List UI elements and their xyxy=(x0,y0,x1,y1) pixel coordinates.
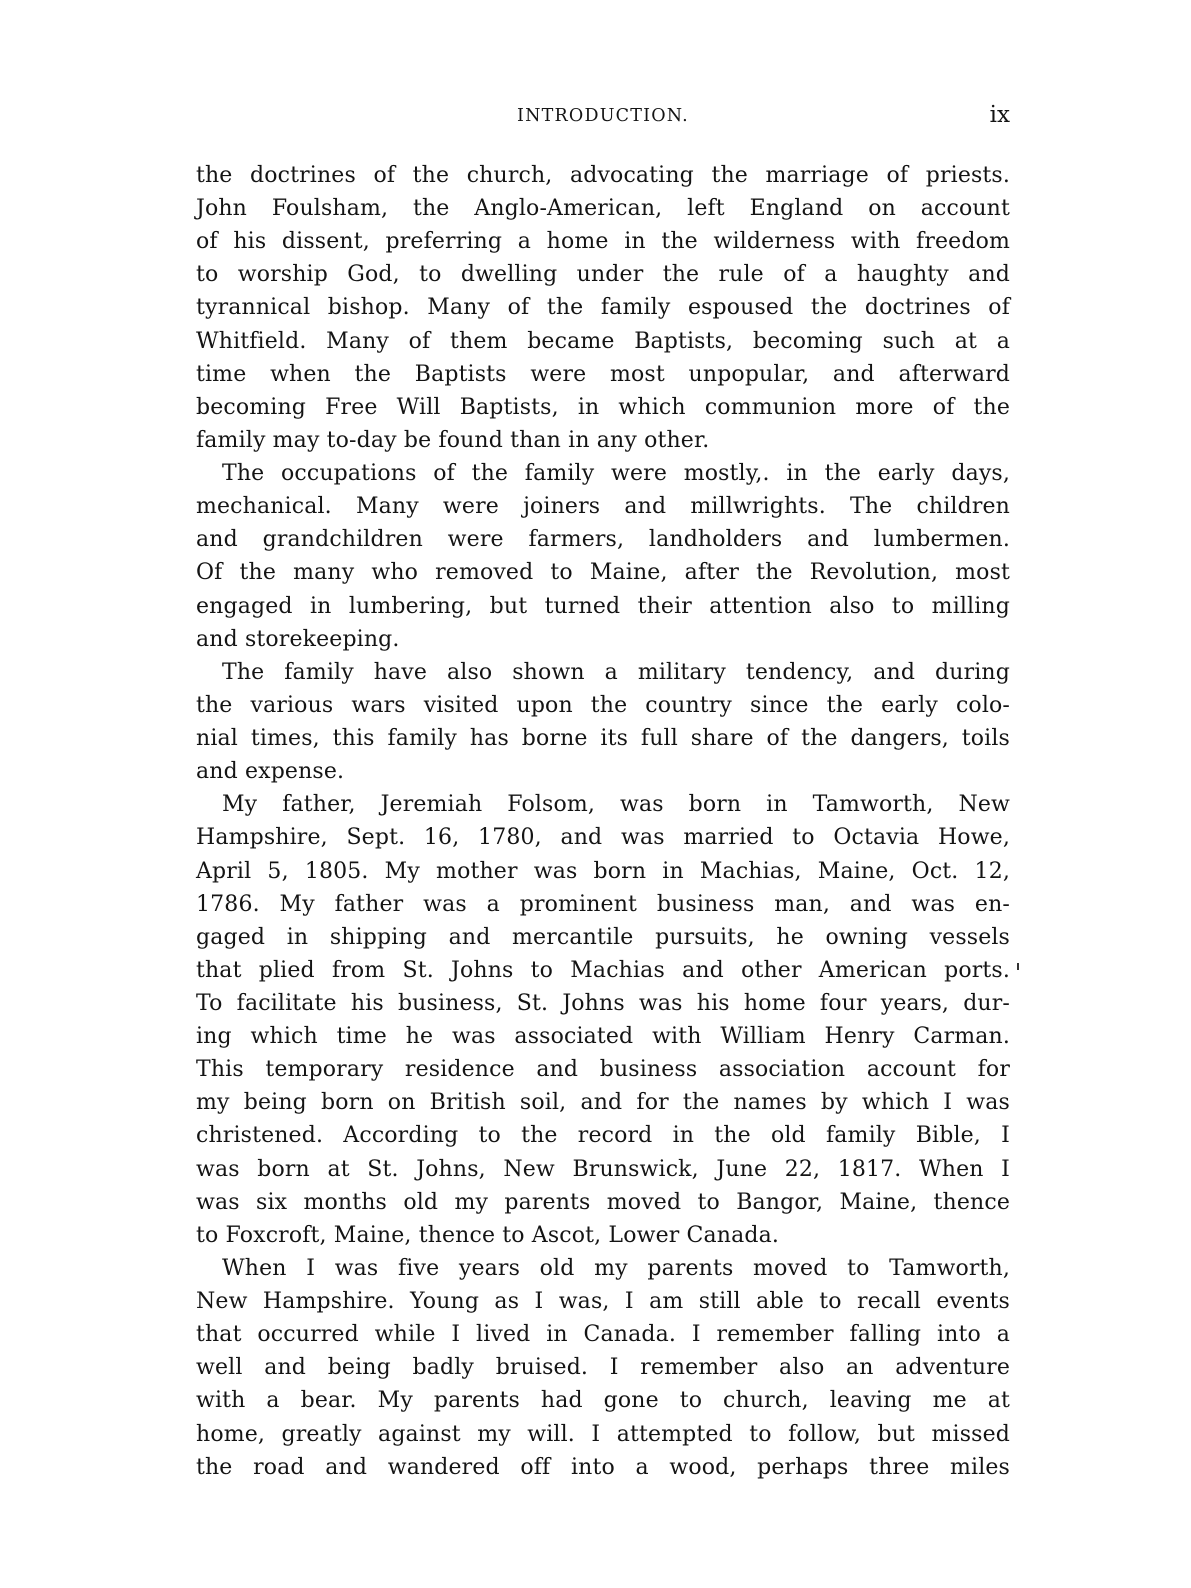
text-line: to Foxcroft, Maine, thence to Ascot, Lower Canada. xyxy=(196,1222,780,1248)
text-line: becoming Free Will Baptists, in which communion more of the xyxy=(196,394,1010,420)
text-line: tyrannical bishop. Many of the family espoused the doctrines of xyxy=(196,295,1010,321)
text-line: To facilitate his business, St. Johns was his home four years, dur- xyxy=(196,991,1010,1016)
text-line: of his dissent, preferring a home in the wilderness with freedom xyxy=(196,229,1010,255)
text-line: the various wars visited upon the country since the early colo- xyxy=(196,692,1010,718)
text-line: and storekeeping. xyxy=(196,626,400,652)
text-line: family may to-day be found than in any other. xyxy=(196,427,710,453)
text-line: April 5, 1805. My mother was born in Machias, Maine, Oct. 12, xyxy=(196,858,1010,884)
text-line: home, greatly against my will. I attempted to follow, but missed xyxy=(196,1421,1010,1447)
text-line: that occurred while I lived in Canada. I remember falling into a xyxy=(196,1322,1010,1348)
text-line: mechanical. Many were joiners and millwrights. The children xyxy=(196,494,1010,520)
body-text xyxy=(196,159,1010,1499)
text-line: was six months old my parents moved to Bangor, Maine, thence xyxy=(196,1189,1010,1215)
text-line: and grandchildren were farmers, landholders and lumbermen. xyxy=(196,527,1010,553)
text-line: the road and wandered off into a wood, perhaps three miles xyxy=(196,1454,1010,1480)
text-line: 1786. My father was a prominent business man, and was en- xyxy=(196,891,1010,917)
text-line: Whitfield. Many of them became Baptists, becoming such at a xyxy=(196,328,1010,354)
text-line: John Foulsham, the Anglo-American, left England on account xyxy=(196,196,1010,222)
text-line: ing which time he was associated with William Henry Carman. xyxy=(196,1024,1010,1050)
paragraph-first-line: The family have also shown a military tendency, and during xyxy=(222,659,1010,685)
text-line: nial times, this family has borne its full share of the dangers, toils xyxy=(196,726,1010,752)
text-line: to worship God, to dwelling under the rule of a haughty and xyxy=(196,262,1010,288)
running-head xyxy=(196,102,1010,138)
text-line: the doctrines of the church, advocating the marriage of priests. xyxy=(196,163,1010,188)
paragraph-first-line: The occupations of the family were mostly,. in the early days, xyxy=(222,461,1010,487)
text-line: gaged in shipping and mercantile pursuits, he owning vessels xyxy=(196,924,1010,950)
text-line: Of the many who removed to Maine, after the Revolution, most xyxy=(196,560,1010,586)
text-line: and expense. xyxy=(196,759,345,785)
paragraph-first-line: When I was five years old my parents moved to Tamworth, xyxy=(222,1255,1010,1281)
running-title: INTRODUCTION. xyxy=(517,106,689,126)
text-line: christened. According to the record in the old family Bible, I xyxy=(196,1123,1010,1149)
print-speck xyxy=(1017,963,1019,970)
text-line: that plied from St. Johns to Machias and other American ports. xyxy=(196,957,1010,983)
text-line: well and being badly bruised. I remember also an adventure xyxy=(196,1355,1010,1381)
paragraph-first-line: My father, Jeremiah Folsom, was born in Tamworth, New xyxy=(222,792,1010,818)
text-line: This temporary residence and business association account for xyxy=(196,1057,1010,1083)
text-line: with a bear. My parents had gone to church, leaving me at xyxy=(196,1388,1010,1414)
text-line: Hampshire, Sept. 16, 1780, and was married to Octavia Howe, xyxy=(196,825,1010,851)
text-line: time when the Baptists were most unpopular, and afterward xyxy=(196,361,1010,387)
text-line: New Hampshire. Young as I was, I am still able to recall events xyxy=(196,1289,1010,1315)
page-number: ix xyxy=(989,102,1010,128)
text-line: engaged in lumbering, but turned their attention also to milling xyxy=(196,593,1010,619)
text-line: my being born on British soil, and for the names by which I was xyxy=(196,1090,1010,1116)
text-line: was born at St. Johns, New Brunswick, June 22, 1817. When I xyxy=(196,1156,1010,1182)
